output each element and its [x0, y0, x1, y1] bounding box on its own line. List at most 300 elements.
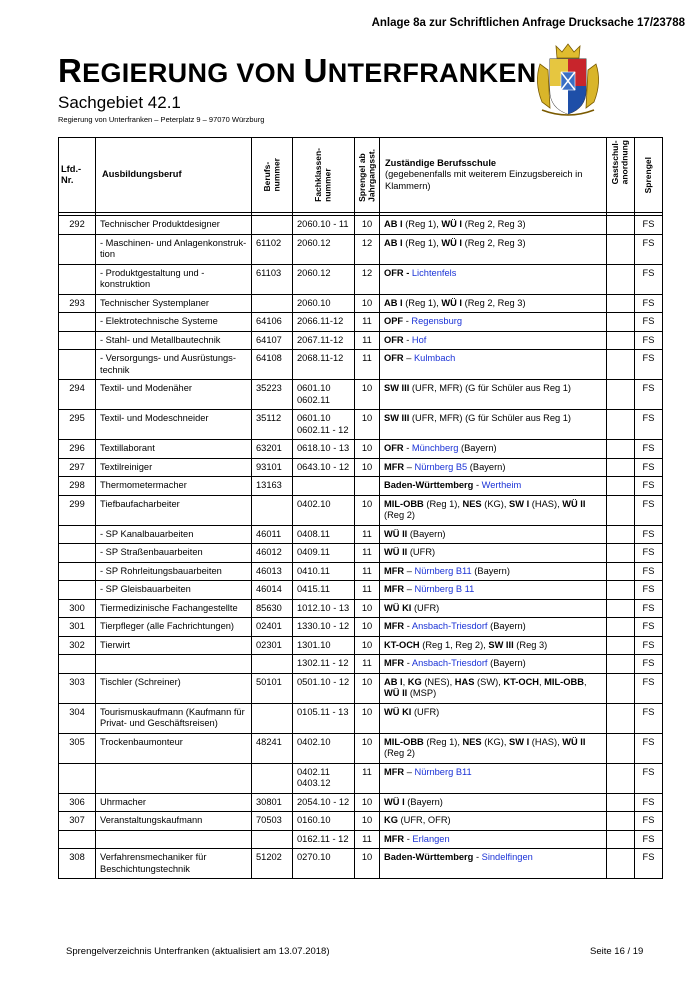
cell-ausbildungsberuf — [96, 655, 252, 674]
school-location-link[interactable]: Nürnberg B 11 — [414, 584, 475, 594]
cell-berufsschule — [380, 599, 607, 618]
document-reference: Anlage 8a zur Schriftlichen Anfrage Drucksache 17/23788 — [371, 17, 685, 29]
school-text: KG — [384, 815, 398, 825]
org-title-part1: EGIERUNG VON — [82, 58, 304, 88]
table-row — [59, 544, 663, 563]
school-text: (UFR) — [411, 706, 440, 717]
school-text: MIL-OBB — [544, 676, 584, 687]
school-text: (Bayern) — [407, 528, 446, 539]
cell-ausbildungsberuf: - SP Kanalbauarbeiten — [96, 525, 252, 544]
cell-jahrgangsstufe: 10 — [355, 673, 380, 703]
cell-sprengel: FS — [635, 410, 663, 440]
cell-lfd: 299 — [59, 495, 96, 525]
school-text: , — [583, 676, 587, 687]
table-row — [59, 733, 663, 763]
cell-sprengel: FS — [635, 458, 663, 477]
table-row — [59, 458, 663, 477]
cell-sprengel: FS — [635, 495, 663, 525]
cell-fachklassennummer: 0402.10 — [293, 495, 355, 525]
school-text: (Reg 1), — [423, 736, 463, 747]
cell-lfd: 296 — [59, 440, 96, 459]
cell-jahrgangsstufe: 11 — [355, 544, 380, 563]
school-text: (UFR, OFR) — [397, 815, 451, 825]
table-row — [59, 234, 663, 264]
cell-sprengel: FS — [635, 763, 663, 793]
school-text: – — [404, 766, 415, 777]
cell-fachklassennummer: 0402.11 0403.12 — [293, 763, 355, 793]
school-location-link[interactable]: Wertheim — [481, 480, 522, 490]
cell-gastschulanordnung — [607, 581, 635, 600]
school-text: (Reg 1), — [402, 237, 442, 248]
cell-fachklassennummer: 2066.11-12 — [293, 313, 355, 332]
cell-sprengel: FS — [635, 477, 663, 496]
cell-gastschulanordnung — [607, 495, 635, 525]
cell-fachklassennummer: 1302.11 - 12 — [293, 655, 355, 674]
cell-jahrgangsstufe: 10 — [355, 495, 380, 525]
cell-jahrgangsstufe: 10 — [355, 849, 380, 879]
school-text: (Reg 3) — [513, 639, 548, 650]
cell-ausbildungsberuf — [96, 830, 252, 849]
cell-ausbildungsberuf: - Elektrotechnische Systeme — [96, 313, 252, 332]
cell-ausbildungsberuf: - Versorgungs- und Ausrüstungs-technik — [96, 350, 252, 380]
table-row — [59, 636, 663, 655]
table-row — [59, 410, 663, 440]
cell-lfd: 293 — [59, 294, 96, 313]
table-row — [59, 793, 663, 812]
cell-gastschulanordnung — [607, 350, 635, 380]
cell-gastschulanordnung — [607, 458, 635, 477]
school-text: (HAS), — [529, 498, 563, 509]
col-lfd: Lfd.-Nr. — [59, 138, 96, 213]
cell-berufsnummer: 46011 — [252, 525, 293, 544]
cell-lfd: 301 — [59, 618, 96, 637]
cell-jahrgangsstufe: 10 — [355, 216, 380, 235]
cell-berufsschule — [380, 313, 607, 332]
school-location-link[interactable]: Nürnberg B5 — [414, 461, 468, 472]
school-location-link[interactable]: Nürnberg B11 — [414, 565, 472, 576]
cell-fachklassennummer: 0270.10 — [293, 849, 355, 879]
cell-jahrgangsstufe — [355, 477, 380, 496]
cell-jahrgangsstufe: 10 — [355, 812, 380, 831]
cell-berufsschule — [380, 380, 607, 410]
school-text: WÜ II — [384, 528, 408, 539]
cell-sprengel: FS — [635, 618, 663, 637]
cell-jahrgangsstufe: 10 — [355, 458, 380, 477]
school-text: NES — [462, 498, 482, 509]
cell-lfd: 297 — [59, 458, 96, 477]
cell-gastschulanordnung — [607, 440, 635, 459]
school-text: MFR — [384, 584, 405, 594]
table-row — [59, 525, 663, 544]
cell-gastschulanordnung — [607, 216, 635, 235]
cell-lfd: 306 — [59, 793, 96, 812]
school-text: KT-OCH — [384, 639, 420, 650]
school-text: (Bayern) — [467, 461, 506, 472]
school-text: SW I — [509, 736, 530, 747]
cell-berufsschule — [380, 216, 607, 235]
cell-ausbildungsberuf: Veranstaltungskaufmann — [96, 812, 252, 831]
cell-fachklassennummer: 0643.10 - 12 — [293, 458, 355, 477]
table-row — [59, 313, 663, 332]
cell-gastschulanordnung — [607, 793, 635, 812]
cell-fachklassennummer: 0501.10 - 12 — [293, 673, 355, 703]
cell-sprengel: FS — [635, 525, 663, 544]
cell-jahrgangsstufe: 11 — [355, 830, 380, 849]
school-text: WÜ KI — [384, 602, 412, 613]
footer-page-number: Seite 16 / 19 — [590, 946, 644, 957]
cell-fachklassennummer: 0409.11 — [293, 544, 355, 563]
school-text: SW III — [384, 413, 410, 423]
cell-ausbildungsberuf: Trockenbaumonteur — [96, 733, 252, 763]
org-initial-u: U — [303, 52, 328, 89]
cell-sprengel: FS — [635, 655, 663, 674]
cell-gastschulanordnung — [607, 264, 635, 294]
cell-berufsnummer: 02301 — [252, 636, 293, 655]
cell-lfd — [59, 544, 96, 563]
cell-jahrgangsstufe: 10 — [355, 733, 380, 763]
cell-gastschulanordnung — [607, 763, 635, 793]
cell-ausbildungsberuf: - SP Straßenbauarbeiten — [96, 544, 252, 563]
school-text: (Reg 2) — [384, 748, 416, 758]
school-text: , — [539, 676, 545, 687]
school-text: (Bayern) — [404, 796, 443, 807]
cell-fachklassennummer: 2067.11-12 — [293, 331, 355, 350]
cell-lfd: 305 — [59, 733, 96, 763]
school-text: AB I — [384, 219, 403, 229]
school-location-link[interactable]: Kulmbach — [413, 353, 456, 363]
cell-berufsnummer: 85630 — [252, 599, 293, 618]
cell-sprengel: FS — [635, 599, 663, 618]
footer-left: Sprengelverzeichnis Unterfranken (aktualisiert am 13.07.2018) — [66, 946, 330, 957]
cell-ausbildungsberuf: - Maschinen- und Anlagenkonstruk-tion — [96, 234, 252, 264]
school-text: (Bayern) — [487, 658, 526, 668]
bavarian-coat-of-arms-icon — [532, 42, 604, 118]
cell-lfd — [59, 313, 96, 332]
table-row — [59, 599, 663, 618]
table-row — [59, 440, 663, 459]
cell-jahrgangsstufe: 10 — [355, 440, 380, 459]
cell-jahrgangsstufe: 10 — [355, 703, 380, 733]
cell-berufsschule — [380, 562, 607, 581]
school-text: – — [404, 584, 415, 594]
school-text: (HAS), — [529, 736, 563, 747]
table-row — [59, 294, 663, 313]
cell-berufsschule — [380, 763, 607, 793]
cell-fachklassennummer: 0618.10 - 13 — [293, 440, 355, 459]
cell-berufsnummer: 46014 — [252, 581, 293, 600]
cell-lfd: 304 — [59, 703, 96, 733]
cell-berufsnummer: 64106 — [252, 313, 293, 332]
cell-fachklassennummer: 2060.10 - 11 — [293, 216, 355, 235]
cell-berufsnummer — [252, 216, 293, 235]
cell-berufsschule — [380, 581, 607, 600]
cell-lfd — [59, 581, 96, 600]
school-text: KT-OCH — [503, 676, 539, 687]
school-text: (Bayern) — [487, 621, 526, 631]
cell-berufsschule — [380, 830, 607, 849]
col-beruf: Ausbildungsberuf — [96, 138, 252, 213]
table-row — [59, 703, 663, 733]
cell-fachklassennummer: 2068.11-12 — [293, 350, 355, 380]
cell-berufsschule — [380, 234, 607, 264]
cell-lfd — [59, 350, 96, 380]
school-text: - — [403, 316, 412, 326]
cell-berufsnummer: 02401 — [252, 618, 293, 637]
org-initial-r: R — [58, 52, 83, 89]
school-location-link[interactable]: Ansbach-Triesdorf — [411, 658, 488, 668]
cell-fachklassennummer: 0402.10 — [293, 733, 355, 763]
school-text: (UFR) — [407, 547, 436, 557]
cell-berufsschule — [380, 495, 607, 525]
col-berufsschule: Zuständige Berufsschule (gegebenenfalls mit weiterem Einzugsbereich in Klammern) — [380, 138, 607, 213]
cell-ausbildungsberuf: Tourismuskaufmann (Kaufmann für Privat- und Geschäftsreisen) — [96, 703, 252, 733]
cell-berufsnummer — [252, 830, 293, 849]
table-row — [59, 331, 663, 350]
cell-gastschulanordnung — [607, 294, 635, 313]
cell-lfd: 294 — [59, 380, 96, 410]
sprengel-table — [58, 137, 663, 879]
table-row — [59, 477, 663, 496]
cell-berufsnummer — [252, 294, 293, 313]
table-row — [59, 673, 663, 703]
cell-sprengel: FS — [635, 380, 663, 410]
table-row — [59, 618, 663, 637]
school-location-link[interactable]: Ansbach-Triesdorf — [411, 621, 488, 631]
school-location-link[interactable]: Regensburg — [411, 316, 463, 326]
school-text: (Reg 2, Reg 3) — [462, 237, 526, 248]
cell-jahrgangsstufe: 11 — [355, 525, 380, 544]
school-location-link[interactable]: Erlangen — [412, 833, 450, 844]
cell-ausbildungsberuf: - Produktgestaltung und -konstruktion — [96, 264, 252, 294]
cell-gastschulanordnung — [607, 830, 635, 849]
cell-berufsschule — [380, 525, 607, 544]
school-text: (Reg 2, Reg 3) — [462, 297, 526, 308]
cell-berufsnummer — [252, 763, 293, 793]
col-fachklassennummer: Fachklassen- nummer — [293, 138, 355, 213]
table-row — [59, 581, 663, 600]
school-text: (KG), — [481, 736, 510, 747]
school-text: - — [403, 334, 412, 345]
school-text: MFR — [384, 766, 405, 777]
cell-lfd: 292 — [59, 216, 96, 235]
org-title-part2: NTERFRANKEN — [327, 58, 537, 88]
school-text: WÜ I — [384, 796, 405, 807]
school-text: – — [403, 353, 414, 363]
school-text: (MSP) — [407, 688, 437, 698]
cell-fachklassennummer: 2060.12 — [293, 264, 355, 294]
cell-berufsnummer — [252, 655, 293, 674]
cell-gastschulanordnung — [607, 562, 635, 581]
cell-fachklassennummer — [293, 477, 355, 496]
school-text: SW III — [384, 383, 410, 393]
cell-berufsschule — [380, 331, 607, 350]
cell-ausbildungsberuf: - SP Rohrleitungsbauarbeiten — [96, 562, 252, 581]
school-text: SW I — [509, 498, 530, 509]
cell-jahrgangsstufe: 12 — [355, 234, 380, 264]
cell-jahrgangsstufe: 11 — [355, 562, 380, 581]
cell-berufsschule — [380, 264, 607, 294]
school-text: (Bayern) — [471, 565, 510, 576]
cell-lfd: 302 — [59, 636, 96, 655]
table-row — [59, 264, 663, 294]
school-text: MFR — [384, 621, 405, 631]
cell-berufsnummer: 61103 — [252, 264, 293, 294]
cell-fachklassennummer: 0162.11 - 12 — [293, 830, 355, 849]
cell-gastschulanordnung — [607, 380, 635, 410]
col-sprengel-ab: Sprengel ab Jahrgangsst. — [355, 138, 380, 213]
cell-gastschulanordnung — [607, 849, 635, 879]
school-text: (Reg 2) — [384, 510, 416, 520]
cell-berufsnummer — [252, 703, 293, 733]
cell-ausbildungsberuf: Uhrmacher — [96, 793, 252, 812]
school-text: HAS — [454, 676, 475, 687]
cell-jahrgangsstufe: 12 — [355, 264, 380, 294]
cell-berufsnummer: 48241 — [252, 733, 293, 763]
cell-jahrgangsstufe: 11 — [355, 581, 380, 600]
cell-lfd — [59, 525, 96, 544]
cell-fachklassennummer: 0601.10 0602.11 - 12 — [293, 410, 355, 440]
school-text: SW III — [488, 639, 514, 650]
cell-berufsnummer: 46013 — [252, 562, 293, 581]
school-location-link[interactable]: Nürnberg B11 — [414, 766, 472, 777]
cell-sprengel: FS — [635, 350, 663, 380]
cell-gastschulanordnung — [607, 655, 635, 674]
school-text: , — [402, 676, 408, 687]
cell-berufsnummer: 64107 — [252, 331, 293, 350]
cell-sprengel: FS — [635, 733, 663, 763]
cell-sprengel: FS — [635, 581, 663, 600]
cell-lfd — [59, 234, 96, 264]
cell-ausbildungsberuf: Tiermedizinische Fachangestellte — [96, 599, 252, 618]
school-text: OFR — [384, 334, 404, 345]
cell-berufsschule — [380, 636, 607, 655]
cell-sprengel: FS — [635, 234, 663, 264]
col-berufsnummer: Berufs- nummer — [252, 138, 293, 213]
cell-gastschulanordnung — [607, 477, 635, 496]
cell-berufsnummer: 61102 — [252, 234, 293, 264]
school-text: (KG), — [481, 498, 510, 509]
school-location-link[interactable]: Hof — [411, 334, 427, 345]
school-text: - — [473, 480, 482, 490]
school-text: MFR — [384, 461, 405, 472]
school-location-link[interactable]: Lichtenfels — [411, 267, 457, 278]
cell-berufsnummer: 35112 — [252, 410, 293, 440]
cell-jahrgangsstufe: 10 — [355, 793, 380, 812]
school-text: - — [404, 833, 413, 844]
cell-lfd: 303 — [59, 673, 96, 703]
cell-berufsschule — [380, 655, 607, 674]
school-text: WÜ II — [562, 498, 586, 509]
school-text: OFR — [384, 443, 404, 453]
school-text: (UFR) — [411, 602, 440, 613]
cell-fachklassennummer: 2054.10 - 12 — [293, 793, 355, 812]
cell-lfd — [59, 830, 96, 849]
organization-title — [58, 52, 537, 90]
cell-ausbildungsberuf: Tischler (Schreiner) — [96, 673, 252, 703]
table-row — [59, 495, 663, 525]
school-text: NES — [462, 736, 482, 747]
cell-gastschulanordnung — [607, 599, 635, 618]
school-text: OPF — [384, 316, 404, 326]
cell-berufsschule — [380, 793, 607, 812]
school-text: - — [404, 658, 412, 668]
cell-sprengel: FS — [635, 673, 663, 703]
cell-jahrgangsstufe: 11 — [355, 350, 380, 380]
cell-sprengel: FS — [635, 544, 663, 563]
school-text: (UFR, MFR) (G für Schüler aus Reg 1) — [409, 413, 572, 423]
cell-fachklassennummer: 0410.11 — [293, 562, 355, 581]
cell-berufsschule — [380, 350, 607, 380]
col-sprengel: Sprengel — [635, 138, 663, 213]
school-text: WÜ I — [441, 237, 463, 248]
cell-ausbildungsberuf: Tiefbaufacharbeiter — [96, 495, 252, 525]
cell-berufsnummer: 46012 — [252, 544, 293, 563]
cell-gastschulanordnung — [607, 410, 635, 440]
cell-sprengel: FS — [635, 636, 663, 655]
school-text: (Reg 2, Reg 3) — [462, 219, 526, 229]
school-text: (Bayern) — [458, 443, 497, 453]
cell-jahrgangsstufe: 10 — [355, 636, 380, 655]
school-text: - — [404, 621, 412, 631]
cell-berufsschule — [380, 440, 607, 459]
school-text: (NES), — [421, 676, 455, 687]
cell-berufsschule — [380, 673, 607, 703]
cell-fachklassennummer: 0601.10 0602.11 — [293, 380, 355, 410]
table-row — [59, 830, 663, 849]
school-text: (Reg 1, Reg 2), — [419, 639, 489, 650]
cell-berufsnummer: 13163 — [252, 477, 293, 496]
sachgebiet: Sachgebiet 42.1 — [58, 93, 181, 112]
school-text: AB I — [384, 676, 403, 687]
school-text: (SW), — [474, 676, 504, 687]
cell-sprengel: FS — [635, 703, 663, 733]
school-text: WÜ II — [384, 547, 408, 557]
cell-lfd: 300 — [59, 599, 96, 618]
cell-ausbildungsberuf: Tierpfleger (alle Fachrichtungen) — [96, 618, 252, 637]
school-text: – — [404, 461, 415, 472]
cell-fachklassennummer: 0415.11 — [293, 581, 355, 600]
school-text: (Reg 1), — [402, 219, 442, 229]
table-row — [59, 763, 663, 793]
cell-jahrgangsstufe: 11 — [355, 655, 380, 674]
cell-berufsschule — [380, 618, 607, 637]
cell-lfd — [59, 264, 96, 294]
cell-gastschulanordnung — [607, 618, 635, 637]
cell-fachklassennummer: 2060.12 — [293, 234, 355, 264]
school-text: OFR - — [384, 267, 412, 278]
cell-fachklassennummer: 2060.10 — [293, 294, 355, 313]
cell-ausbildungsberuf: Technischer Systemplaner — [96, 294, 252, 313]
school-text: Baden-Württemberg — [384, 852, 474, 862]
cell-gastschulanordnung — [607, 636, 635, 655]
cell-berufsschule — [380, 458, 607, 477]
school-location-link[interactable]: Sindelfingen — [481, 852, 533, 862]
cell-ausbildungsberuf: Tierwirt — [96, 636, 252, 655]
table-header-row — [59, 138, 663, 213]
cell-ausbildungsberuf: - SP Gleisbauarbeiten — [96, 581, 252, 600]
cell-ausbildungsberuf: Textil- und Modeschneider — [96, 410, 252, 440]
school-location-link[interactable]: Münchberg — [411, 443, 459, 453]
cell-sprengel: FS — [635, 313, 663, 332]
cell-berufsschule — [380, 849, 607, 879]
cell-sprengel: FS — [635, 294, 663, 313]
cell-sprengel: FS — [635, 331, 663, 350]
cell-lfd — [59, 331, 96, 350]
cell-lfd: 307 — [59, 812, 96, 831]
school-text: MIL-OBB — [384, 498, 424, 509]
school-text: AB I — [384, 237, 403, 248]
cell-jahrgangsstufe: 10 — [355, 618, 380, 637]
